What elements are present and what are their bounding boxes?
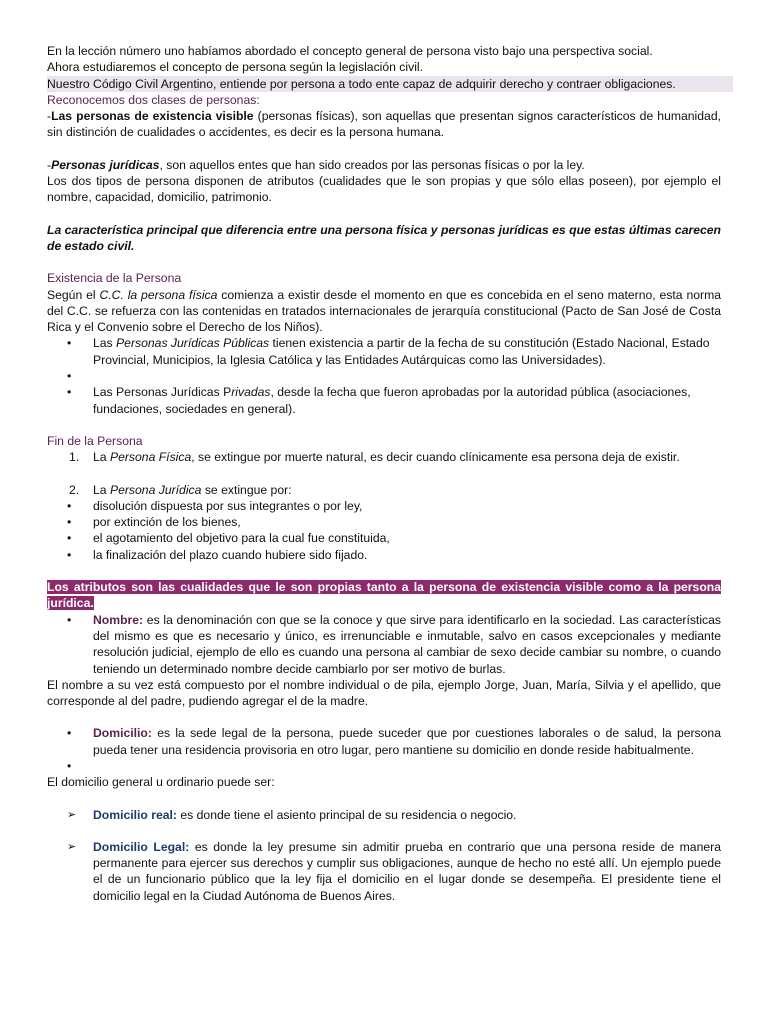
arrow-icon: ➢ (67, 840, 77, 853)
domicilio-types (47, 807, 721, 904)
visible-text: (personas físicas), son aquellas que presentan signos característicos de humanidad, sin distinción de cualidades o accidentes, es decir es la persona humana. (47, 109, 721, 140)
domicilio-list (47, 725, 721, 774)
real-term: Domicilio real: (93, 807, 177, 822)
list-item: ➢ Domicilio real: es donde tiene el asiento principal de su residencia o negocio. (67, 807, 517, 822)
list-item: 1. La Persona Física, se extingue por muerte natural, es decir cuando clínicamente esa persona deja de existir. (69, 450, 680, 465)
legal-term: Domicilio Legal: (93, 839, 190, 854)
intro-line-3: Nuestro Código Civil Argentino, entiende por persona a todo ente capaz de adquirir derecho y contraer obligaciones. (47, 76, 733, 92)
dash: - (47, 157, 52, 172)
existencia-paragraph: Según el C.C. la persona física comienza a existir desde el momento en que es concebida en el seno materno, esta norma del C.C. se refuerza con las contenidas en tratados internacionales de jerarquía constitucional (Pacto de San José de Costa Rica y el Convenio sobre el Derecho de los Niños). (47, 287, 721, 335)
domicilio-general: El domicilio general u ordinario puede ser: (47, 775, 275, 790)
principal-paragraph: La característica principal que diferencia entre una persona física y personas jurídicas es que estas últimas carecen de estado civil. (47, 222, 721, 253)
juridicas-paragraph (47, 157, 721, 173)
list-item: • Las Personas Jurídicas Privadas, desde la fecha que fueron aprobadas por la autoridad pública (asociaciones, fundaciones, sociedades en general). (47, 384, 721, 417)
clases-heading: Reconocemos dos clases de personas: (47, 92, 260, 107)
list-item (47, 758, 721, 774)
fin-list (47, 449, 721, 498)
fin-heading: Fin de la Persona (47, 433, 143, 448)
list-item: • por extinción de los bienes, (47, 514, 721, 530)
nombre-extra: El nombre a su vez está compuesto por el nombre individual o de pila, ejemplo Jorge, Juan, María, Silvia y el apellido, que corresponde al del padre, pudiendo agregar el de la madre. (47, 677, 721, 709)
list-item: 2. La Persona Jurídica se extingue por: (69, 482, 292, 497)
dash: - (47, 109, 52, 124)
list-item: • el agotamiento del objetivo para la cual fue constituida, (47, 530, 721, 546)
document-page (47, 43, 721, 904)
juridicas-text: , son aquellos entes que han sido creados por las personas físicas o por la ley. (159, 157, 585, 172)
list-item: • Domicilio: es la sede legal de la persona, puede suceder que por cuestiones laborales o de salud, la persona pueda tener una residencia provisoria en otro lugar, pero mantiene su domicilio en donde reside habitualmente. (47, 725, 721, 758)
list-item (47, 368, 721, 384)
juridicas-term: Personas jurídicas (51, 157, 160, 172)
list-item: • la finalización del plazo cuando hubiere sido fijado. (47, 547, 721, 563)
intro-line-2: Ahora estudiaremos el concepto de persona según la legislación civil. (47, 60, 424, 75)
existencia-heading: Existencia de la Persona (47, 271, 182, 286)
atributos-heading: Los atributos son las cualidades que le son propias tanto a la persona de existencia visible como a la persona jurídica. (47, 580, 721, 611)
atributos-paragraph: Los dos tipos de persona disponen de atributos (cualidades que le son propias y que sólo ellas poseen), por ejemplo el nombre, capacidad, domicilio, patrimonio. (47, 174, 721, 205)
domicilio-term: Domicilio: (93, 726, 152, 741)
visible-term: Las personas de existencia visible (51, 109, 254, 124)
intro-line-1: En la lección número uno habíamos abordado el concepto general de persona visto bajo una perspectiva social. (47, 44, 653, 58)
arrow-icon: ➢ (67, 808, 77, 821)
list-item: • Nombre: es la denominación con que se la conoce y que sirve para identificarlo en la sociedad. Las características del mismo es que es necesario y único, es irrenunciable e inmutable, salvo en casos excepcionales y mediante resolución judicial, ejemplo de ello es cuando una persona al cambiar de sexo decide cambiar su nombre, o cuando teniendo un determinado nombre decide cambiarlo por ser motivo de burlas. (47, 612, 721, 677)
fin-sub-list (47, 498, 721, 563)
existencia-list (47, 335, 721, 416)
nombre-term: Nombre: (93, 612, 144, 627)
list-item: ➢ Domicilio Legal: es donde la ley presume sin admitir prueba en contrario que una persona reside de manera permanente para ejercer sus derechos y cumplir sus obligaciones, aunque de hecho no esté allí. Un ejemplo puede el de un funcionario público que la ley fija el domicilio en el lugar donde se desempeña. El presidente tiene el domicilio legal en la Ciudad Autónoma de Buenos Aires. (67, 839, 721, 903)
list-item: • disolución dispuesta por sus integrantes o por ley, (47, 498, 721, 514)
visible-paragraph (47, 108, 721, 141)
list-item: • Las Personas Jurídicas Públicas tienen existencia a partir de la fecha de su constitución (Estado Nacional, Estado Provincial, Municipios, la Iglesia Católica y las Entidades Autárquicas como las Universidades). (47, 335, 721, 368)
atributos-list (47, 612, 721, 677)
